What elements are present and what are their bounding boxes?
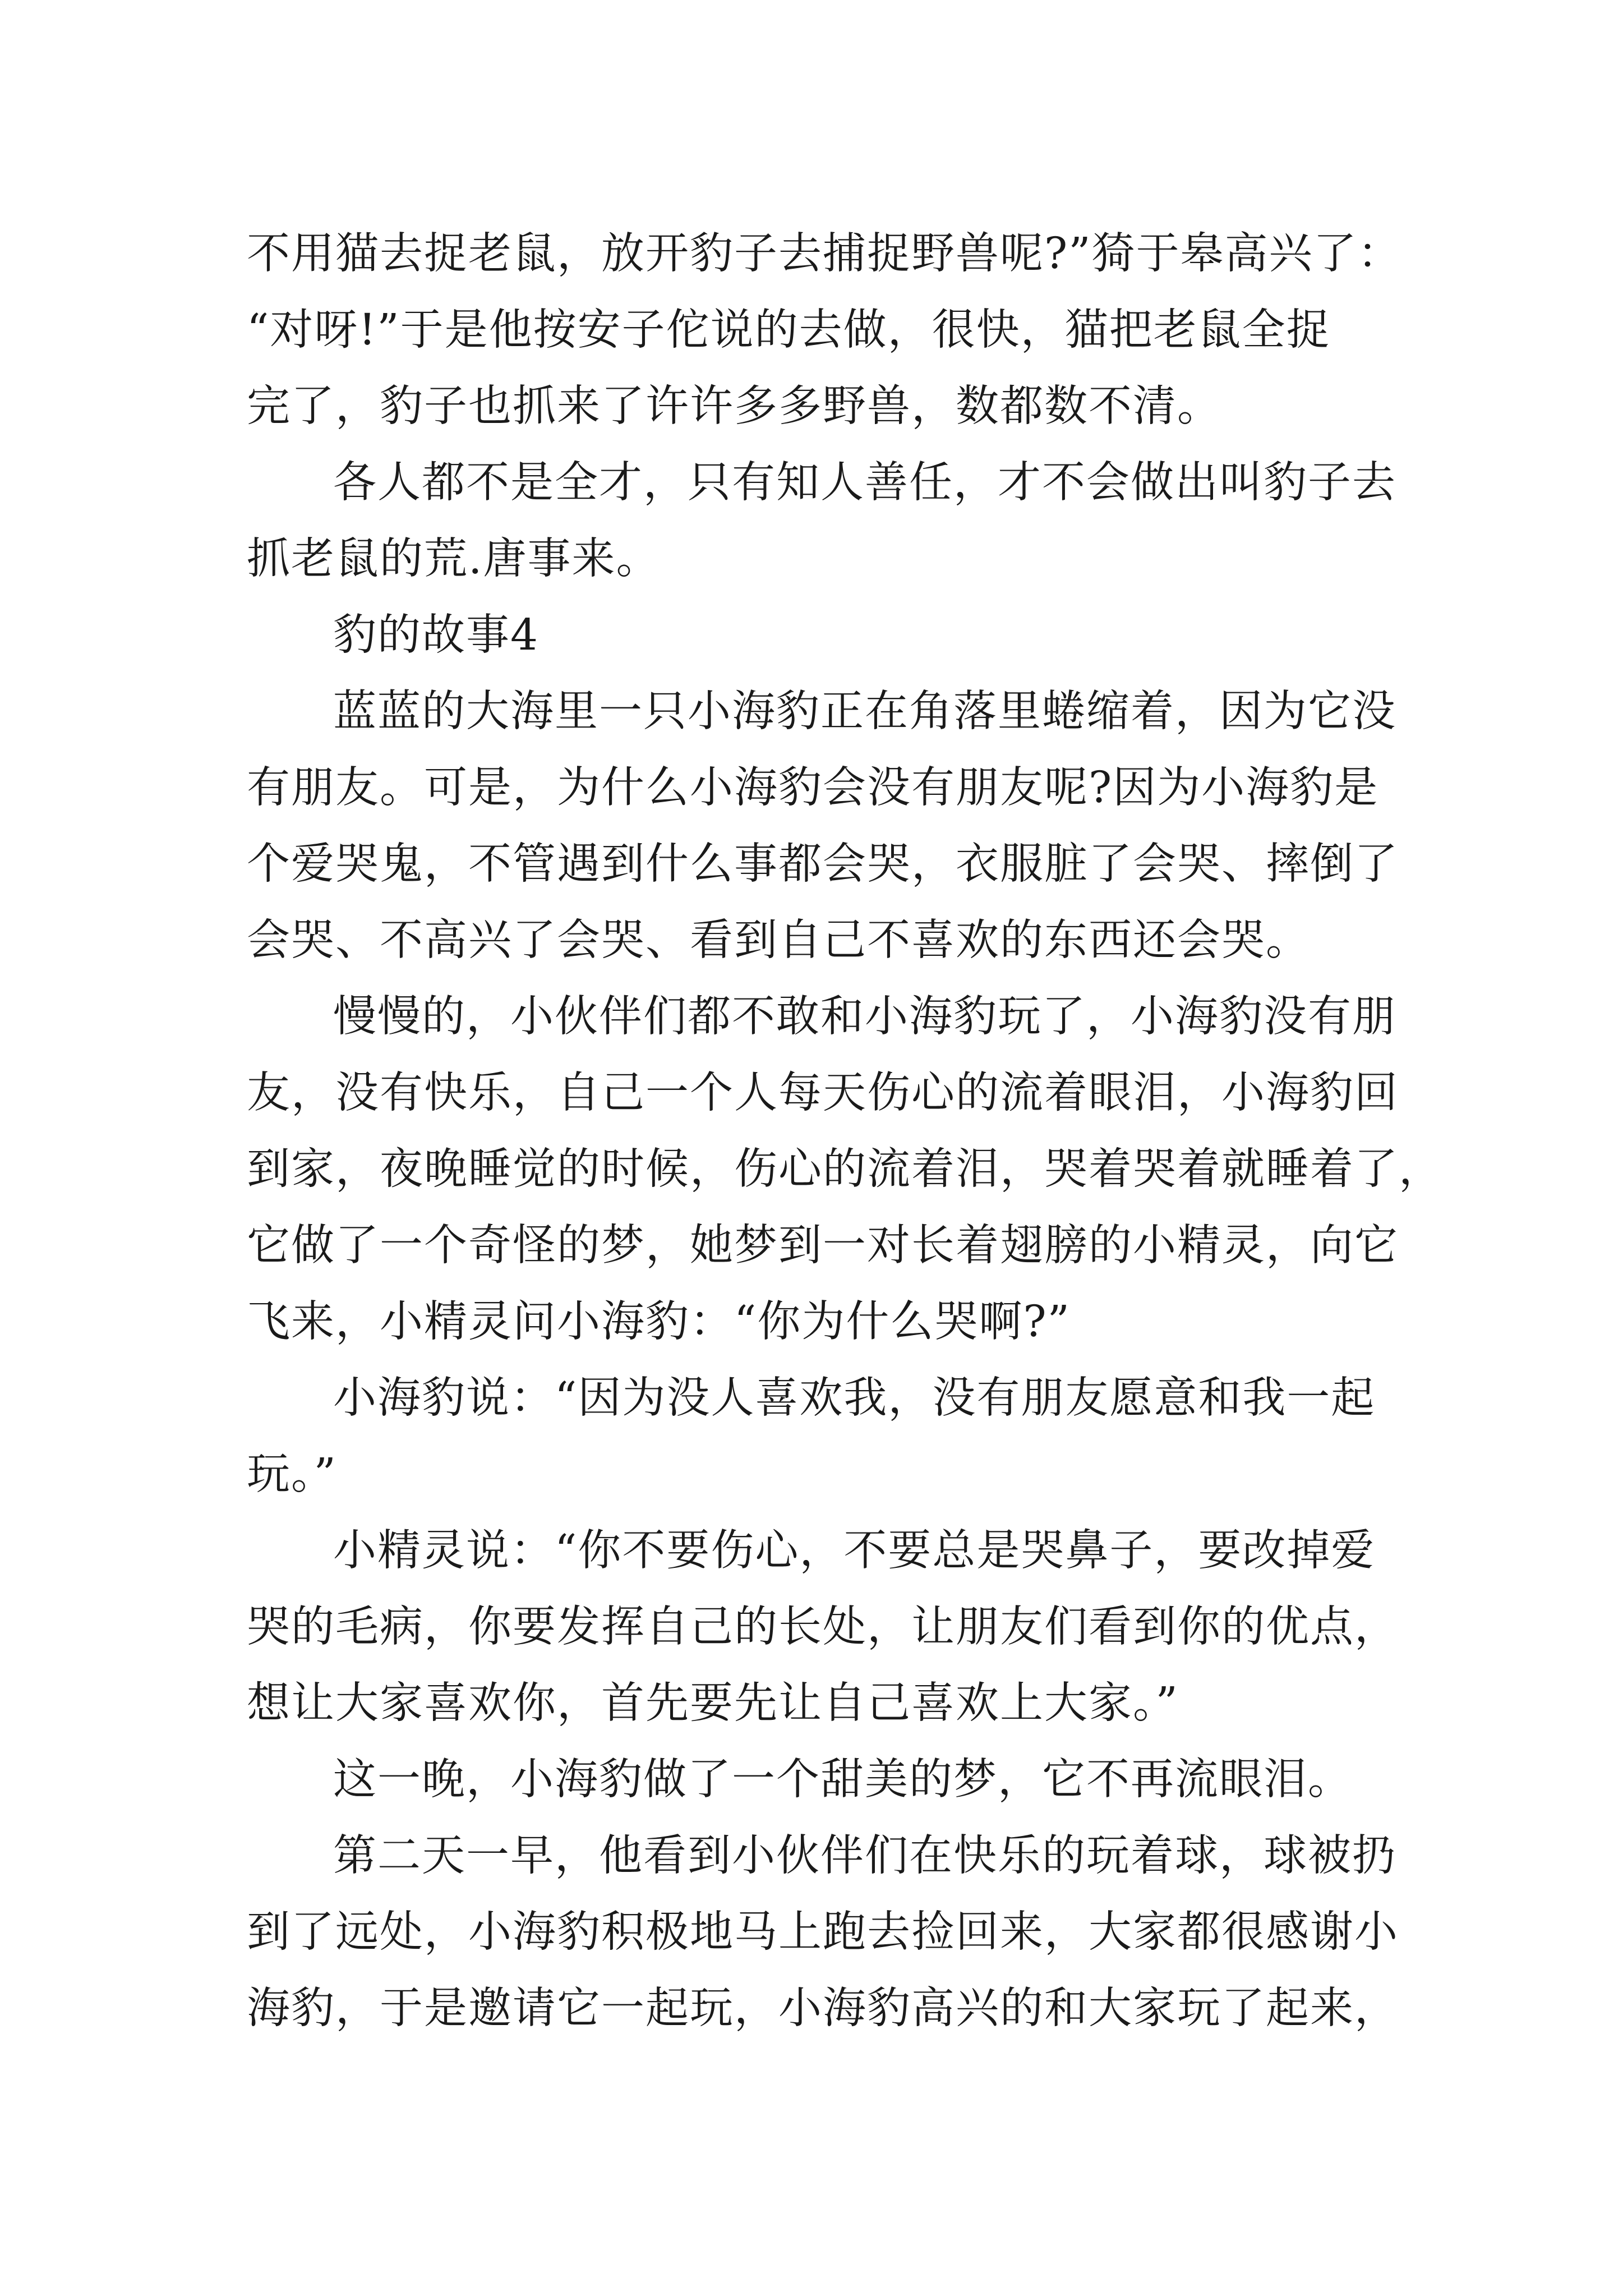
text-line-8: 有朋友。可是，为什么小海豹会没有朋友呢?因为小海豹是 (247, 763, 1379, 813)
text-line-19: 哭的毛病，你要发挥自己的长处，让朋友们看到你的优点， (247, 1602, 1399, 1652)
text-line-2: “对呀!”于是他按安子佗说的去做，很快，猫把老鼠全捉 (247, 305, 1331, 355)
text-line-18: 小精灵说：“你不要伤心，不要总是哭鼻子，要改掉爱 (333, 1526, 1376, 1576)
text-line-20: 想让大家喜欢你，首先要先让自己喜欢上大家。” (247, 1678, 1179, 1728)
story-text (247, 216, 1443, 2047)
text-line-14: 它做了一个奇怪的梦，她梦到一对长着翅膀的小精灵，向它 (247, 1221, 1399, 1271)
text-line-22: 第二天一早，他看到小伙伴们在快乐的玩着球，球被扔 (333, 1831, 1396, 1881)
text-line-9: 个爱哭鬼，不管遇到什么事都会哭，衣服脏了会哭、摔倒了 (247, 839, 1399, 889)
section-heading: 豹的故事4 (333, 610, 539, 660)
text-line-7: 蓝蓝的大海里一只小海豹正在角落里蜷缩着，因为它没 (333, 687, 1396, 737)
text-line-23: 到了远处，小海豹积极地马上跑去捡回来，大家都很感谢小 (247, 1907, 1399, 1957)
text-line-5: 抓老鼠的荒.唐事来。 (247, 534, 661, 584)
text-line-21: 这一晚，小海豹做了一个甜美的梦，它不再流眼泪。 (333, 1755, 1352, 1805)
text-line-15: 飞来，小精灵问小海豹：“你为什么哭啊?” (247, 1297, 1071, 1347)
text-line-13: 到家，夜晚睡觉的时候，伤心的流着泪，哭着哭着就睡着了， (247, 1144, 1443, 1194)
text-line-24: 海豹，于是邀请它一起玩，小海豹高兴的和大家玩了起来， (247, 1984, 1399, 2033)
text-line-17: 玩。” (247, 1450, 337, 1499)
text-line-12: 友，没有快乐，自己一个人每天伤心的流着眼泪，小海豹回 (247, 1068, 1399, 1118)
text-line-1: 不用猫去捉老鼠，放开豹子去捕捉野兽呢?”猗于皋高兴了： (247, 229, 1402, 279)
text-line-10: 会哭、不高兴了会哭、看到自己不喜欢的东西还会哭。 (247, 915, 1310, 965)
text-line-4: 各人都不是全才，只有知人善任，才不会做出叫豹子去 (333, 458, 1396, 508)
text-line-3: 完了，豹子也抓来了许许多多野兽，数都数不清。 (247, 381, 1221, 431)
text-line-16: 小海豹说：“因为没人喜欢我，没有朋友愿意和我一起 (333, 1373, 1376, 1423)
text-line-11: 慢慢的，小伙伴们都不敢和小海豹玩了，小海豹没有朋 (333, 992, 1396, 1042)
